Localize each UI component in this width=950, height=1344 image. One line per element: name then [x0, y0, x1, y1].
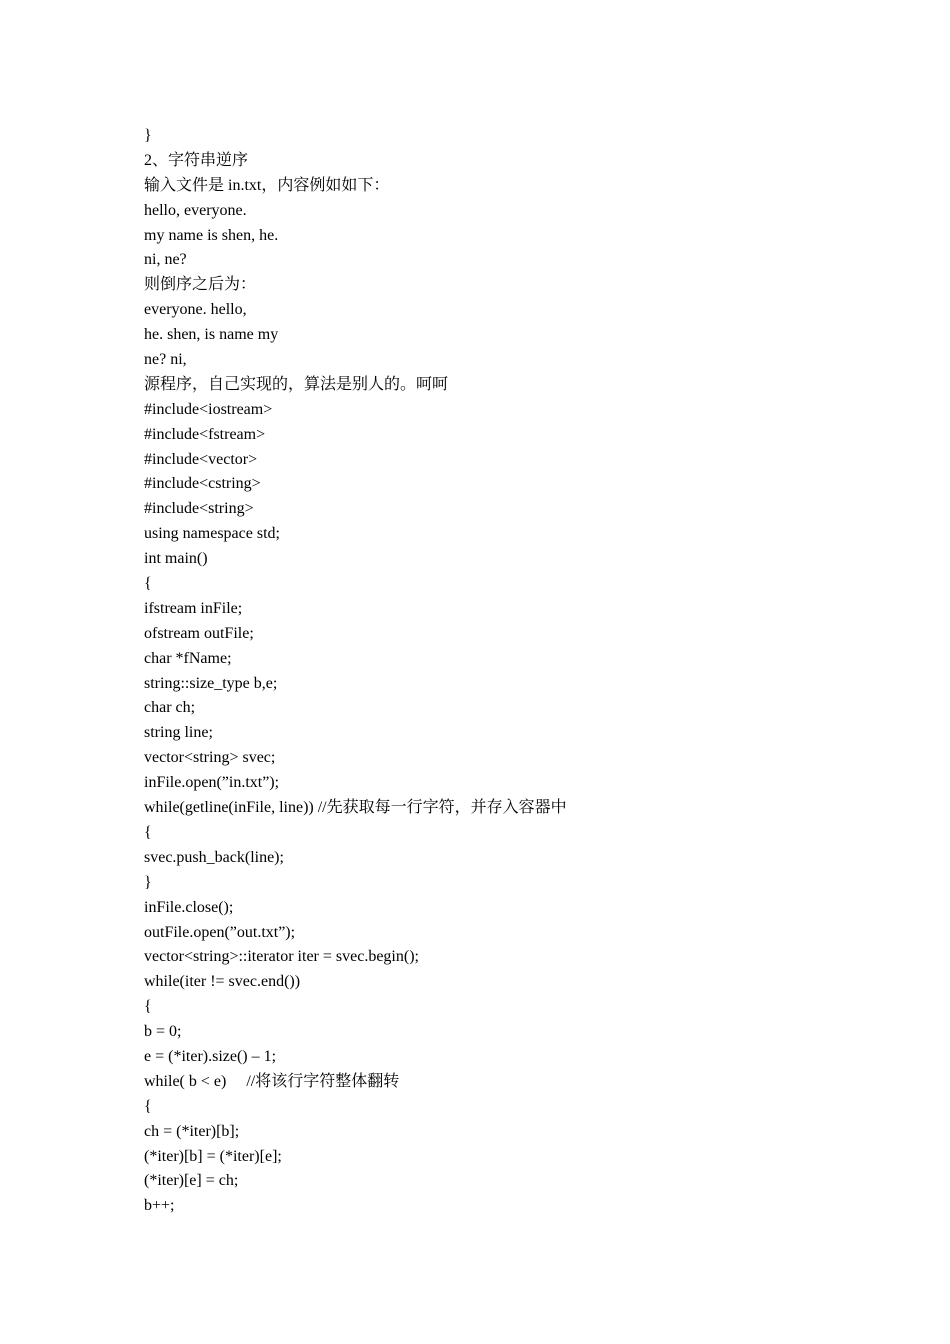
code-line: {	[144, 1097, 152, 1115]
code-line: {	[144, 575, 152, 593]
code-line: #include<fstream>	[144, 425, 266, 443]
text-line: hello, everyone.	[144, 201, 247, 219]
code-line: while(getline(inFile, line)) //先获取每一行字符，并存入容器中	[144, 799, 567, 817]
code-line: vector<string> svec;	[144, 749, 276, 767]
text-line: everyone. hello,	[144, 301, 247, 319]
code-line: int main()	[144, 550, 208, 568]
text-line: ne? ni,	[144, 351, 187, 369]
code-line: {	[144, 823, 152, 841]
code-line: inFile.open(”in.txt”);	[144, 774, 280, 792]
code-line: b = 0;	[144, 1023, 182, 1041]
document-body	[144, 124, 864, 1219]
code-line: svec.push_back(line);	[144, 848, 284, 866]
code-line: while( b < e) //将该行字符整体翻转	[144, 1072, 400, 1090]
section-heading: 2、字符串逆序	[144, 151, 249, 169]
code-line: ofstream outFile;	[144, 624, 254, 642]
code-line: #include<cstring>	[144, 475, 261, 493]
text-line: ni, ne?	[144, 251, 187, 269]
code-line: e = (*iter).size() – 1;	[144, 1047, 277, 1065]
code-line: b++;	[144, 1197, 175, 1215]
code-line: (*iter)[e] = ch;	[144, 1172, 239, 1190]
code-line: ch = (*iter)[b];	[144, 1122, 240, 1140]
code-line: (*iter)[b] = (*iter)[e];	[144, 1147, 282, 1165]
text-line: 源程序，自己实现的，算法是别人的。呵呵	[144, 375, 449, 393]
code-line: {	[144, 998, 152, 1016]
text-line: 输入文件是 in.txt，内容例如如下：	[144, 176, 390, 194]
code-line: string line;	[144, 724, 213, 742]
code-line: outFile.open(”out.txt”);	[144, 923, 296, 941]
code-line: #include<iostream>	[144, 400, 273, 418]
code-line: char *fName;	[144, 649, 232, 667]
text-line: he. shen, is name my	[144, 326, 279, 344]
code-line: inFile.close();	[144, 898, 234, 916]
code-line: #include<vector>	[144, 450, 258, 468]
code-line: string::size_type b,e;	[144, 674, 278, 692]
code-line: ifstream inFile;	[144, 599, 243, 617]
code-line: vector<string>::iterator iter = svec.begin();	[144, 948, 419, 966]
code-line: while(iter != svec.end())	[144, 973, 301, 991]
code-line: #include<string>	[144, 500, 254, 518]
text-line: }	[144, 127, 152, 144]
code-line: }	[144, 873, 152, 891]
text-line: my name is shen, he.	[144, 226, 279, 244]
code-line: using namespace std;	[144, 525, 280, 543]
text-line: 则倒序之后为：	[144, 276, 257, 294]
code-line: char ch;	[144, 699, 196, 717]
